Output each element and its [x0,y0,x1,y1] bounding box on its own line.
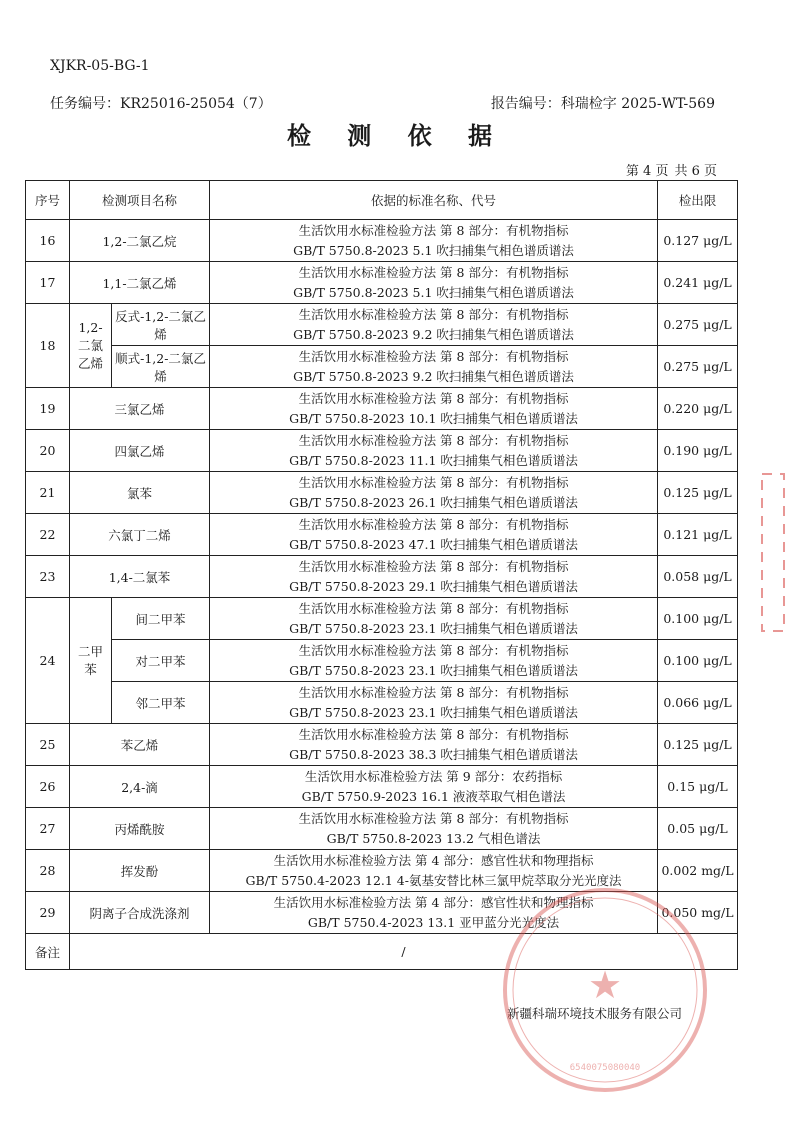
item-cell: 挥发酚 [70,850,210,892]
table-row [26,304,738,346]
page-title: 检 测 依 据 [286,121,507,150]
header-standard: 依据的标准名称、代号 [210,181,658,220]
limit-cell: 0.127 μg/L [658,220,738,262]
limit-cell: 0.190 μg/L [658,430,738,472]
table-row [26,724,738,766]
limit-cell: 0.125 μg/L [658,724,738,766]
standard-cell: 生活饮用水标准检验方法 第 4 部分：感官性状和物理指标 GB/T 5750.4-2023 12.1 4-氨基安替比林三氯甲烷萃取分光光度法 [210,850,658,892]
standard-cell: 生活饮用水标准检验方法 第 8 部分：有机物指标 GB/T 5750.8-2023 5.1 吹扫捕集气相色谱质谱法 [210,220,658,262]
item-cell: 氯苯 [70,472,210,514]
item-cell: 丙烯酰胺 [70,808,210,850]
standard-cell: 生活饮用水标准检验方法 第 8 部分：有机物指标 GB/T 5750.8-2023 10.1 吹扫捕集气相色谱质谱法 [210,388,658,430]
seq-cell: 19 [26,388,70,430]
standard-cell: 生活饮用水标准检验方法 第 8 部分：有机物指标 GB/T 5750.8-2023 23.1 吹扫捕集气相色谱质谱法 [210,682,658,724]
official-seal [495,880,715,1100]
header-seq: 序号 [26,181,70,220]
task-number: 任务编号：KR25016-25054（7） [50,96,272,112]
item-cell: 四氯乙烯 [70,430,210,472]
limit-cell: 0.002 mg/L [658,850,738,892]
standard-cell: 生活饮用水标准检验方法 第 8 部分：有机物指标 GB/T 5750.8-2023 9.2 吹扫捕集气相色谱质谱法 [210,346,658,388]
table-body [26,220,738,934]
limit-cell: 0.100 μg/L [658,598,738,640]
table-row [26,346,738,388]
detection-basis-table [25,180,738,970]
limit-cell: 0.220 μg/L [658,388,738,430]
item-cell: 1,2-二氯乙烷 [70,220,210,262]
limit-cell: 0.15 μg/L [658,766,738,808]
item-cell: 反式-1,2-二氯乙烯 [112,304,210,346]
standard-cell: 生活饮用水标准检验方法 第 8 部分：有机物指标 GB/T 5750.8-2023 47.1 吹扫捕集气相色谱质谱法 [210,514,658,556]
table-row [26,388,738,430]
standard-cell: 生活饮用水标准检验方法 第 8 部分：有机物指标 GB/T 5750.8-2023 11.1 吹扫捕集气相色谱质谱法 [210,430,658,472]
standard-cell: 生活饮用水标准检验方法 第 8 部分：有机物指标 GB/T 5750.8-2023 38.3 吹扫捕集气相色谱质谱法 [210,724,658,766]
item-cell: 对二甲苯 [112,640,210,682]
limit-cell: 0.275 μg/L [658,346,738,388]
seq-cell: 23 [26,556,70,598]
table-row [26,682,738,724]
limit-cell: 0.05 μg/L [658,808,738,850]
item-cell: 2,4-滴 [70,766,210,808]
table-row [26,640,738,682]
table-row [26,472,738,514]
document-code: XJKR-05-BG-1 [50,58,150,74]
seq-cell: 25 [26,724,70,766]
table-row [26,808,738,850]
limit-cell: 0.050 mg/L [658,892,738,934]
limit-cell: 0.066 μg/L [658,682,738,724]
standard-cell: 生活饮用水标准检验方法 第 8 部分：有机物指标 GB/T 5750.8-2023 29.1 吹扫捕集气相色谱质谱法 [210,556,658,598]
seq-cell: 24 [26,598,70,724]
table-row [26,430,738,472]
seq-cell: 26 [26,766,70,808]
seq-cell: 28 [26,850,70,892]
standard-cell: 生活饮用水标准检验方法 第 9 部分：农药指标 GB/T 5750.9-2023 16.1 液液萃取气相色谱法 [210,766,658,808]
standard-cell: 生活饮用水标准检验方法 第 8 部分：有机物指标 GB/T 5750.8-2023 13.2 气相色谱法 [210,808,658,850]
side-seal-fragment [760,470,788,635]
limit-cell: 0.241 μg/L [658,262,738,304]
group-cell: 二甲苯 [70,598,112,724]
page-indicator: 第 4 页 共 6 页 [625,164,717,179]
table-row [26,262,738,304]
group-cell: 1,2-二氯乙烯 [70,304,112,388]
header-limit: 检出限 [658,181,738,220]
seq-cell: 16 [26,220,70,262]
seal-number: 6540075080040 [569,1063,641,1073]
table-row [26,766,738,808]
remark-value: / [70,934,738,970]
standard-cell: 生活饮用水标准检验方法 第 8 部分：有机物指标 GB/T 5750.8-2023 23.1 吹扫捕集气相色谱质谱法 [210,598,658,640]
limit-cell: 0.121 μg/L [658,514,738,556]
report-number: 报告编号：科瑞检字 2025-WT-569 [490,96,715,112]
company-signature: 新疆科瑞环境技术服务有限公司 [507,1006,683,1021]
seq-cell: 18 [26,304,70,388]
item-cell: 阴离子合成洗涤剂 [70,892,210,934]
limit-cell: 0.275 μg/L [658,304,738,346]
item-cell: 邻二甲苯 [112,682,210,724]
seq-cell: 22 [26,514,70,556]
table-row [26,220,738,262]
standard-cell: 生活饮用水标准检验方法 第 8 部分：有机物指标 GB/T 5750.8-2023 9.2 吹扫捕集气相色谱质谱法 [210,304,658,346]
limit-cell: 0.125 μg/L [658,472,738,514]
limit-cell: 0.100 μg/L [658,640,738,682]
header-item: 检测项目名称 [70,181,210,220]
item-cell: 顺式-1,2-二氯乙烯 [112,346,210,388]
item-cell: 六氯丁二烯 [70,514,210,556]
item-cell: 1,1-二氯乙烯 [70,262,210,304]
table-header-row [26,181,738,220]
remark-label: 备注 [26,934,70,970]
table-row [26,556,738,598]
standard-cell: 生活饮用水标准检验方法 第 4 部分：感官性状和物理指标 GB/T 5750.4-2023 13.1 亚甲蓝分光光度法 [210,892,658,934]
item-cell: 苯乙烯 [70,724,210,766]
limit-cell: 0.058 μg/L [658,556,738,598]
table-row [26,598,738,640]
seq-cell: 21 [26,472,70,514]
standard-cell: 生活饮用水标准检验方法 第 8 部分：有机物指标 GB/T 5750.8-2023 23.1 吹扫捕集气相色谱质谱法 [210,640,658,682]
standard-cell: 生活饮用水标准检验方法 第 8 部分：有机物指标 GB/T 5750.8-2023 26.1 吹扫捕集气相色谱质谱法 [210,472,658,514]
seq-cell: 17 [26,262,70,304]
svg-text:★: ★ [587,963,623,1007]
seq-cell: 20 [26,430,70,472]
item-cell: 1,4-二氯苯 [70,556,210,598]
seq-cell: 27 [26,808,70,850]
standard-cell: 生活饮用水标准检验方法 第 8 部分：有机物指标 GB/T 5750.8-2023 5.1 吹扫捕集气相色谱质谱法 [210,262,658,304]
table-row [26,514,738,556]
seq-cell: 29 [26,892,70,934]
item-cell: 间二甲苯 [112,598,210,640]
item-cell: 三氯乙烯 [70,388,210,430]
